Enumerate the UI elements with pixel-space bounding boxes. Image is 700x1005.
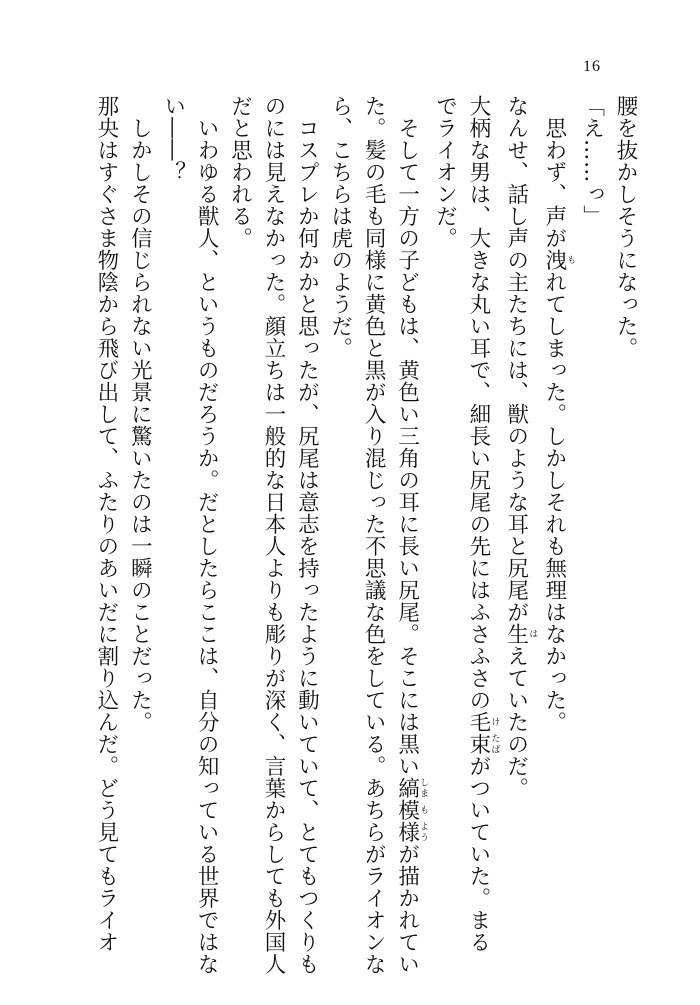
- ruby-annotation: 洩も: [541, 249, 576, 271]
- text-line: 「え……っ」: [579, 95, 605, 227]
- text-line: コスプレか何かかと思ったが、尻尾は意志を持ったように動いていて、とてもつくりも: [294, 95, 320, 975]
- text-line: でライオンだ。: [432, 95, 458, 249]
- ruby-annotation: 束たば: [465, 733, 500, 755]
- ruby-annotation: 模も: [394, 799, 429, 821]
- text-line: いわゆる獣人、というものだろうか。だとしたらここは、自分の知っている世界ではな: [194, 95, 220, 975]
- text-line: ら、こちらは虎のようだ。: [327, 95, 353, 359]
- ruby-annotation: 様よう: [394, 821, 429, 843]
- text-line: そして一方の子どもは、黄色い三角の耳に長い尻尾。そこには黒い縞しま模も様ようが描かれてい: [394, 95, 429, 975]
- text-line: た。髪の毛も同様に黄色と黒が入り混じった不思議な色をしている。あちらがライオンな: [361, 95, 387, 975]
- ruby-annotation: 生は: [503, 623, 538, 645]
- text-line: 那央はすぐさま物陰から飛び出して、ふたりのあいだに割り込んだ。どう見てもライオ: [93, 95, 119, 953]
- ruby-annotation: 縞しま: [394, 777, 429, 799]
- text-line: 大柄な男は、大きな丸い耳で、細長い尻尾の先にはふさふさの毛け束たばがついていた。まる: [465, 95, 500, 953]
- text-line: だと思われる。: [227, 95, 253, 249]
- text-line: のには見えなかった。顔立ちは一般的な日本人よりも彫りが深く、言葉からしても外国人: [260, 95, 286, 975]
- ruby-annotation: 毛け: [465, 711, 500, 733]
- text-line: 腰を抜かしそうになった。: [613, 95, 638, 359]
- text-line: なんせ、話し声の主たちには、獣のような耳と尻尾が生はえていたのだ。: [503, 95, 538, 799]
- body-text: [90, 95, 643, 975]
- page-number: 16: [583, 58, 601, 75]
- text-line: しかしその信じられない光景に驚いたのは一瞬のことだった。: [127, 95, 153, 733]
- text-line: い――？: [160, 95, 186, 183]
- text-line: 思わず、声が洩もれてしまった。しかしそれも無理はなかった。: [541, 95, 576, 733]
